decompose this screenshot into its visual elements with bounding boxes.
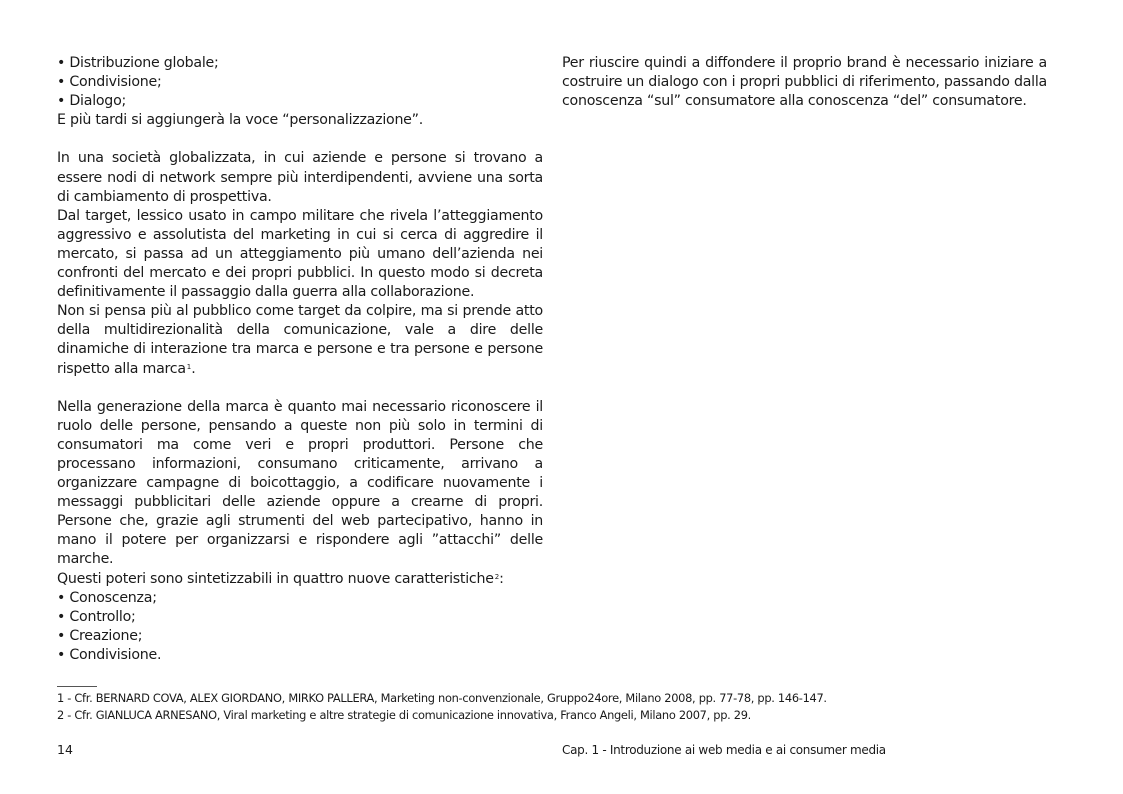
list-item: • Condivisione; — [57, 74, 162, 91]
footnote-2: 2 - Cfr. GIANLUCA ARNESANO, Viral marketing e altre strategie di comunicazione innovativa, Franco Angeli, Milano 2007, pp. 29. — [57, 707, 751, 722]
list-item: • Condivisione. — [57, 646, 162, 663]
chapter-footer: Cap. 1 - Introduzione ai web media e ai consumer media — [562, 743, 886, 757]
list-item: • Distribuzione globale; — [57, 55, 219, 71]
right-column — [562, 54, 1047, 111]
list-item: • Conoscenza; — [57, 589, 157, 606]
footnote-ref-2: 2 — [494, 572, 500, 581]
paragraph-public — [57, 302, 543, 378]
personalization-line: E più tardi si aggiungerà la voce “personalizzazione”. — [57, 112, 424, 129]
footnote-ref-1: 1 — [186, 362, 192, 371]
paragraph-public-end: . — [191, 360, 196, 377]
list-item: • Creazione; — [57, 627, 143, 644]
footnote-divider — [57, 686, 97, 687]
paragraph-target: Dal target, lessico usato in campo militare che rivela l’atteggiamento aggressivo e assolutista del marketing in cui si cerca di aggredire il mercato, si passa ad un atteggiamento più umano dell’azienda nei confronti del mercato e dei propri pubblici. In questo modo si decreta definitivamente il passaggio dalla guerra alla collaborazione. — [57, 207, 543, 301]
powers-intro — [57, 570, 543, 589]
paragraph-society: In una società globalizzata, in cui aziende e persone si trovano a essere nodi di network sempre più interdipendenti, avviene una sorta di cambiamento di prospettiva. — [57, 150, 543, 205]
list-item: • Controllo; — [57, 608, 136, 625]
powers-intro-text: Questi poteri sono sintetizzabili in quattro nuove caratteristiche — [57, 570, 494, 587]
left-column — [57, 54, 543, 665]
footnote-1: 1 - Cfr. BERNARD COVA, ALEX GIORDANO, MIRKO PALLERA, Marketing non-convenzionale, Gruppo24ore, Milano 2008, pp. 77-78, pp. 146-147. — [57, 691, 827, 705]
paragraph-brand: Per riuscire quindi a diffondere il proprio brand è necessario iniziare a costruire un dialogo con i propri pubblici di riferimento, passando dalla conoscenza “sul” consumatore alla conoscenza “del” consumatore. — [562, 55, 1047, 110]
list-item: • Dialogo; — [57, 93, 127, 110]
paragraph-generation: Nella generazione della marca è quanto mai necessario riconoscere il ruolo delle persone, pensando a queste non più solo in termini di consumatori ma come veri e propri produttori. Persone che processano informazioni, consumano criticamente, arrivano a organizzare campagne di boicottaggio, a codificare nuovamente i messaggi pubblicitari delle aziende oppure a crearne di propri. Persone che, grazie agli strumenti del web partecipativo, hanno in mano il potere per organizzarsi e rispondere agli ”attacchi” delle marche. — [57, 398, 543, 568]
powers-intro-end: : — [499, 570, 504, 587]
page-number: 14 — [57, 742, 73, 757]
paragraph-public-text: Non si pensa più al pubblico come target da colpire, ma si prende atto della multidirezionalità della comunicazione, vale a dire delle dinamiche di interazione tra marca e persone e tra persone e persone rispetto alla marca — [57, 303, 543, 377]
footnotes — [57, 690, 1057, 723]
